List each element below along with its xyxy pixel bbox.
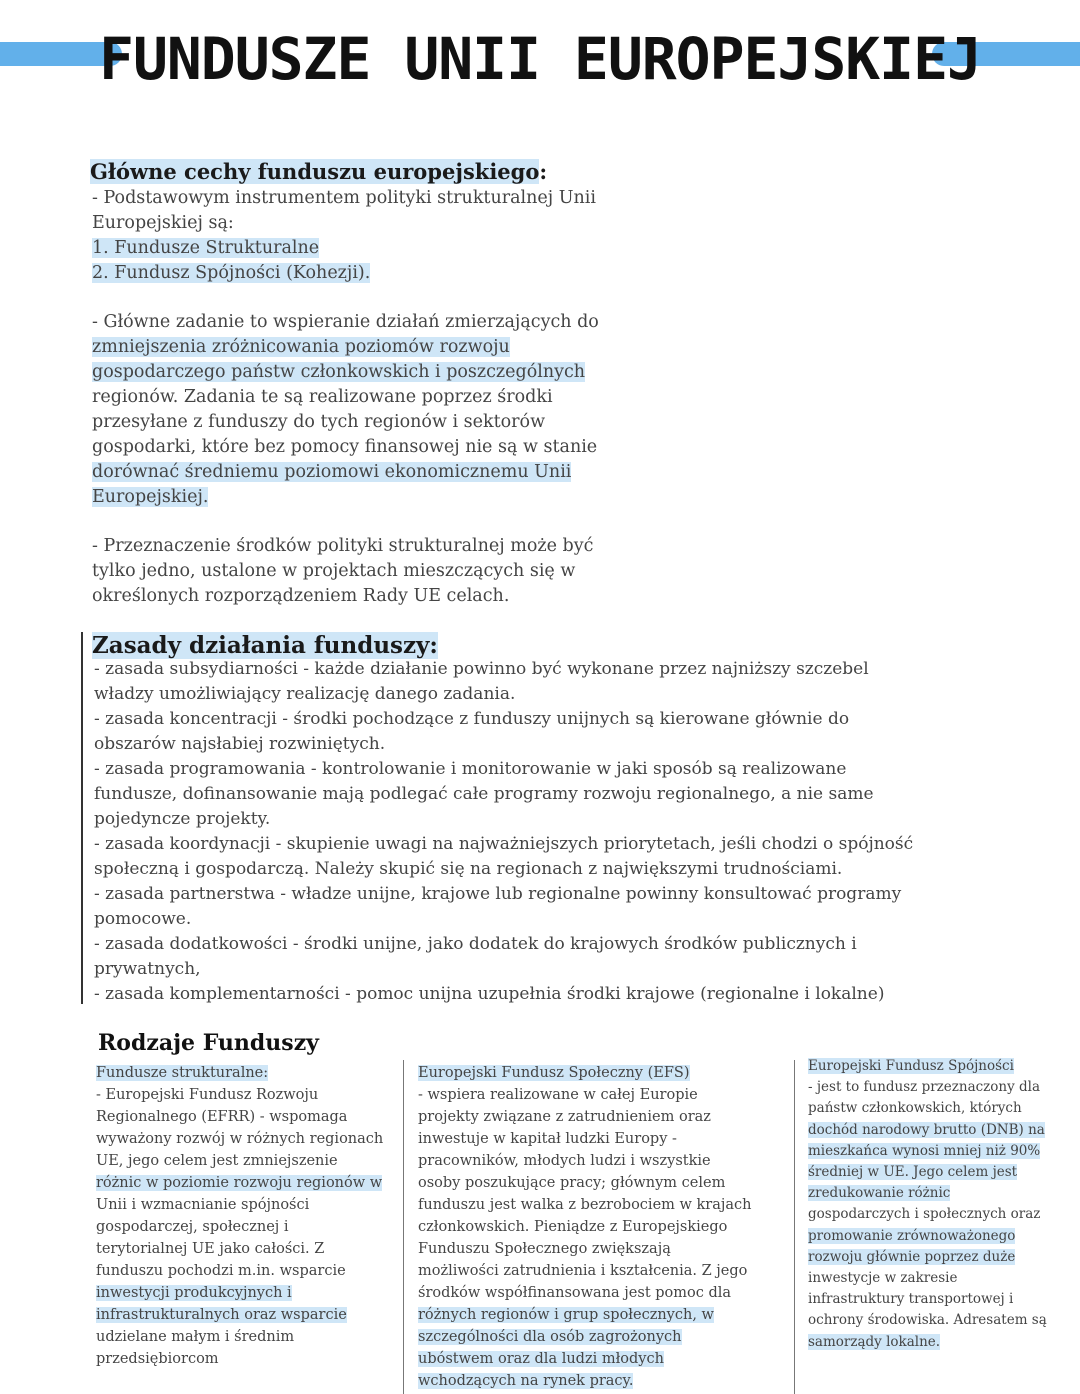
text-line: gospodarczego państw członkowskich i poszczególnych [92, 362, 586, 382]
text-line: - zasada subsydiarności - każde działanie powinno być wykonane przez najniższy szczebel [94, 659, 869, 679]
text-line: różnych regionów i grup społecznych, w [418, 1307, 714, 1323]
text-line: tylko jedno, ustalone w projektach mieszczących się w [92, 561, 576, 581]
text-line: mieszkańca wynosi mniej niż 90% [808, 1142, 1041, 1159]
text-line: zredukowanie różnic [808, 1185, 951, 1202]
section-heading-principles [92, 632, 438, 660]
text-line: członkowskich. Pieniądze z Europejskiego [418, 1219, 728, 1235]
section-heading-main-features [90, 158, 547, 186]
text-line: rozwoju głównie poprzez duże [808, 1248, 1016, 1265]
text-line: dorównać średniemu poziomowi ekonomicznemu Unii [92, 462, 572, 482]
text-line: Europejskiej. [92, 487, 209, 507]
text-line: Fundusze strukturalne: [96, 1065, 269, 1081]
text-line: Europejski Fundusz Społeczny (EFS) [418, 1065, 690, 1081]
text-line: szczególności dla osób zagrożonych [418, 1329, 682, 1345]
text-line: - zasada koordynacji - skupienie uwagi na najważniejszych priorytetach, jeśli chodzi o spójność [94, 834, 914, 854]
fund-column-structural [96, 1062, 398, 1370]
text-line: - Europejski Fundusz Rozwoju [96, 1087, 319, 1103]
text-line: gospodarczej, społecznej i [96, 1219, 289, 1235]
text-line: Europejskiej są: [92, 213, 234, 233]
text-line: przesyłane z funduszy do tych regionów i sektorów [92, 412, 546, 432]
text-line: gospodarczych i społecznych oraz [808, 1206, 1041, 1223]
text-line: różnic w poziomie rozwoju regionów w [96, 1175, 383, 1191]
section-heading-fund-types: Rodzaje Funduszy [98, 1030, 319, 1056]
text-line: państw członkowskich, których [808, 1100, 1022, 1117]
text-line: pracowników, młodych ludzi i wszystkie [418, 1153, 711, 1169]
text-line: - Podstawowym instrumentem polityki strukturalnej Unii [92, 188, 596, 208]
text-line: pojedyncze projekty. [94, 809, 271, 829]
text-line: - zasada dodatkowości - środki unijne, jako dodatek do krajowych środków publicznych i [94, 934, 857, 954]
text-line: - zasada partnerstwa - władze unijne, krajowe lub regionalne powinny konsultować programy [94, 884, 902, 904]
text-line: ubóstwem oraz dla ludzi młodych [418, 1351, 664, 1367]
text-line: gospodarki, które bez pomocy finansowej nie są w stanie [92, 437, 598, 457]
text-line: Unii i wzmacnianie spójności [96, 1197, 310, 1213]
section2-left-rule [81, 632, 83, 1004]
text-line: funduszu pochodzi m.in. wsparcie [96, 1263, 346, 1279]
text-line: fundusze, dofinansowanie mają podlegać całe programy rozwoju regionalnego, a nie same [94, 784, 874, 804]
text-line: Europejski Fundusz Spójności [808, 1058, 1014, 1074]
text-line: zmniejszenia zróżnicowania poziomów rozwoju [92, 337, 510, 357]
text-line: dochód narodowy brutto (DNB) na [808, 1121, 1045, 1138]
text-line: - zasada komplementarności - pomoc unijna uzupełnia środki krajowe (regionalne i lokalne) [94, 984, 885, 1004]
text-line: średniej w UE. Jego celem jest [808, 1164, 1018, 1181]
text-line: - Przeznaczenie środków polityki strukturalnej może być [92, 536, 594, 556]
text-line: 2. Fundusz Spójności (Kohezji). [92, 263, 371, 283]
text-line: wyważony rozwój w różnych regionach [96, 1131, 384, 1147]
fund-column-social [418, 1062, 788, 1392]
text-line: obszarów najsłabiej rozwiniętych. [94, 734, 386, 754]
text-line: - jest to fundusz przeznaczony dla [808, 1079, 1041, 1096]
text-line: inwestycji produkcyjnych i [96, 1285, 292, 1301]
text-line: promowanie zrównoważonego [808, 1227, 1016, 1244]
text-line: Funduszu Społecznego zwiększają [418, 1241, 671, 1257]
text-line: infrastruktury transportowej i [808, 1291, 1014, 1308]
section2-body [94, 657, 974, 1007]
text-line: 1. Fundusze Strukturalne [92, 238, 320, 258]
text-line: ochrony środowiska. Adresatem są [808, 1312, 1047, 1329]
section1-body [92, 186, 612, 609]
text-line: przedsiębiorcom [96, 1351, 219, 1367]
column-divider [794, 1060, 795, 1394]
text-line: pomocowe. [94, 909, 192, 929]
text-line: inwestycje w zakresie [808, 1270, 958, 1287]
text-line: - zasada programowania - kontrolowanie i monitorowanie w jaki sposób są realizowane [94, 759, 847, 779]
text-line: środków współfinansowana jest pomoc dla [418, 1285, 732, 1301]
text-line: inwestuje w kapitał ludzki Europy - [418, 1131, 677, 1147]
text-line: terytorialnej UE jako całości. Z [96, 1241, 325, 1257]
section-heading-text: Zasady działania funduszy: [92, 632, 438, 659]
fund-column-cohesion [808, 1056, 1074, 1353]
section-heading-text: Główne cechy funduszu europejskiego [90, 159, 540, 184]
text-line: Regionalnego (EFRR) - wspomaga [96, 1109, 348, 1125]
text-line: wchodzących na rynek pracy. [418, 1373, 634, 1389]
text-line: społeczną i gospodarczą. Należy skupić się na regionach z największymi trudnościami. [94, 859, 843, 879]
text-line: regionów. Zadania te są realizowane poprzez środki [92, 387, 553, 407]
text-line: określonych rozporządzeniem Rady UE celach. [92, 586, 510, 606]
text-line: udzielane małym i średnim [96, 1329, 295, 1345]
text-line: osoby poszukujące pracy; głównym celem [418, 1175, 726, 1191]
text-line: prywatnych, [94, 959, 201, 979]
text-line: samorządy lokalne. [808, 1333, 941, 1350]
page-title: FUNDUSZE UNII EUROPEJSKIEJ [99, 25, 981, 93]
text-line: - Główne zadanie to wspieranie działań zmierzających do [92, 312, 599, 332]
section-heading-colon: : [539, 159, 548, 184]
text-line: projekty związane z zatrudnieniem oraz [418, 1109, 711, 1125]
text-line: - wspiera realizowane w całej Europie [418, 1087, 698, 1103]
text-line: funduszu jest walka z bezrobociem w krajach [418, 1197, 752, 1213]
text-line: infrastrukturalnych oraz wsparcie [96, 1307, 347, 1323]
column-divider [403, 1060, 404, 1394]
text-line: możliwości zatrudnienia i kształcenia. Z jego [418, 1263, 748, 1279]
text-line: władzy umożliwiający realizację danego zadania. [94, 684, 516, 704]
text-line: - zasada koncentracji - środki pochodzące z funduszy unijnych są kierowane głównie do [94, 709, 850, 729]
text-line: UE, jego celem jest zmniejszenie [96, 1153, 338, 1169]
